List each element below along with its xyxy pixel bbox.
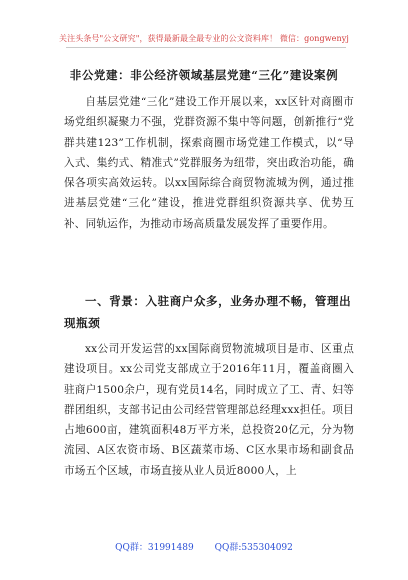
background-paragraph-text: xx公司开发运营的xx国际商贸物流城项目是市、区重点建设项目。xx公司党支部成立于2016年11月，覆盖商圈入驻商户1500余户，现有党员14名，同时成立了工、青、妇等群团组织，支部书记由公司经营管理部总经理xxx担任。项目占地600亩，建筑面积48万平方米，总投资20亿元，分为物流园、A区农资市场、B区蔬菜市场、C区水果市场和副食品市场五个区域，市场直接从业人员近8000人，上 <box>64 343 354 477</box>
intro-paragraph <box>64 92 354 234</box>
background-paragraph <box>64 339 354 481</box>
section-heading-text: 一、背景：入驻商户众多，业务办理不畅，管理出现瓶颈 <box>64 294 352 330</box>
header-divider <box>66 47 346 48</box>
document-title: 非公党建：非公经济领域基层党建“三化”建设案例 <box>69 68 339 82</box>
intro-paragraph-text: 自基层党建“三化”建设工作开展以来，xx区针对商圈市场党组织凝聚力不强，党群资源不集中等问题，创新推行“党群共建123”工作机制，探索商圈市场党建工作模式，以“导入式、集约式、精准式”党群服务为纽带，突出政治功能，确保各项实高效运转。以xx国际综合商贸物流城为例，通过推进基层党建“三化”建设，推进党群组织资源共享、优势互补、同轨运作，为推动市场高质量发展发挥了重要作用。 <box>64 96 354 230</box>
section-heading <box>64 290 354 334</box>
footer-qq-group-1: QQ群：31991489 <box>115 543 194 553</box>
footer-qq-group-2: QQ群:535304092 <box>214 543 293 553</box>
header-promo-text: 关注头条号"公文研究"，获得最新最全最专业的公文资料库！ 微信：gongwenyj <box>59 34 349 43</box>
footer-contacts <box>0 540 408 553</box>
